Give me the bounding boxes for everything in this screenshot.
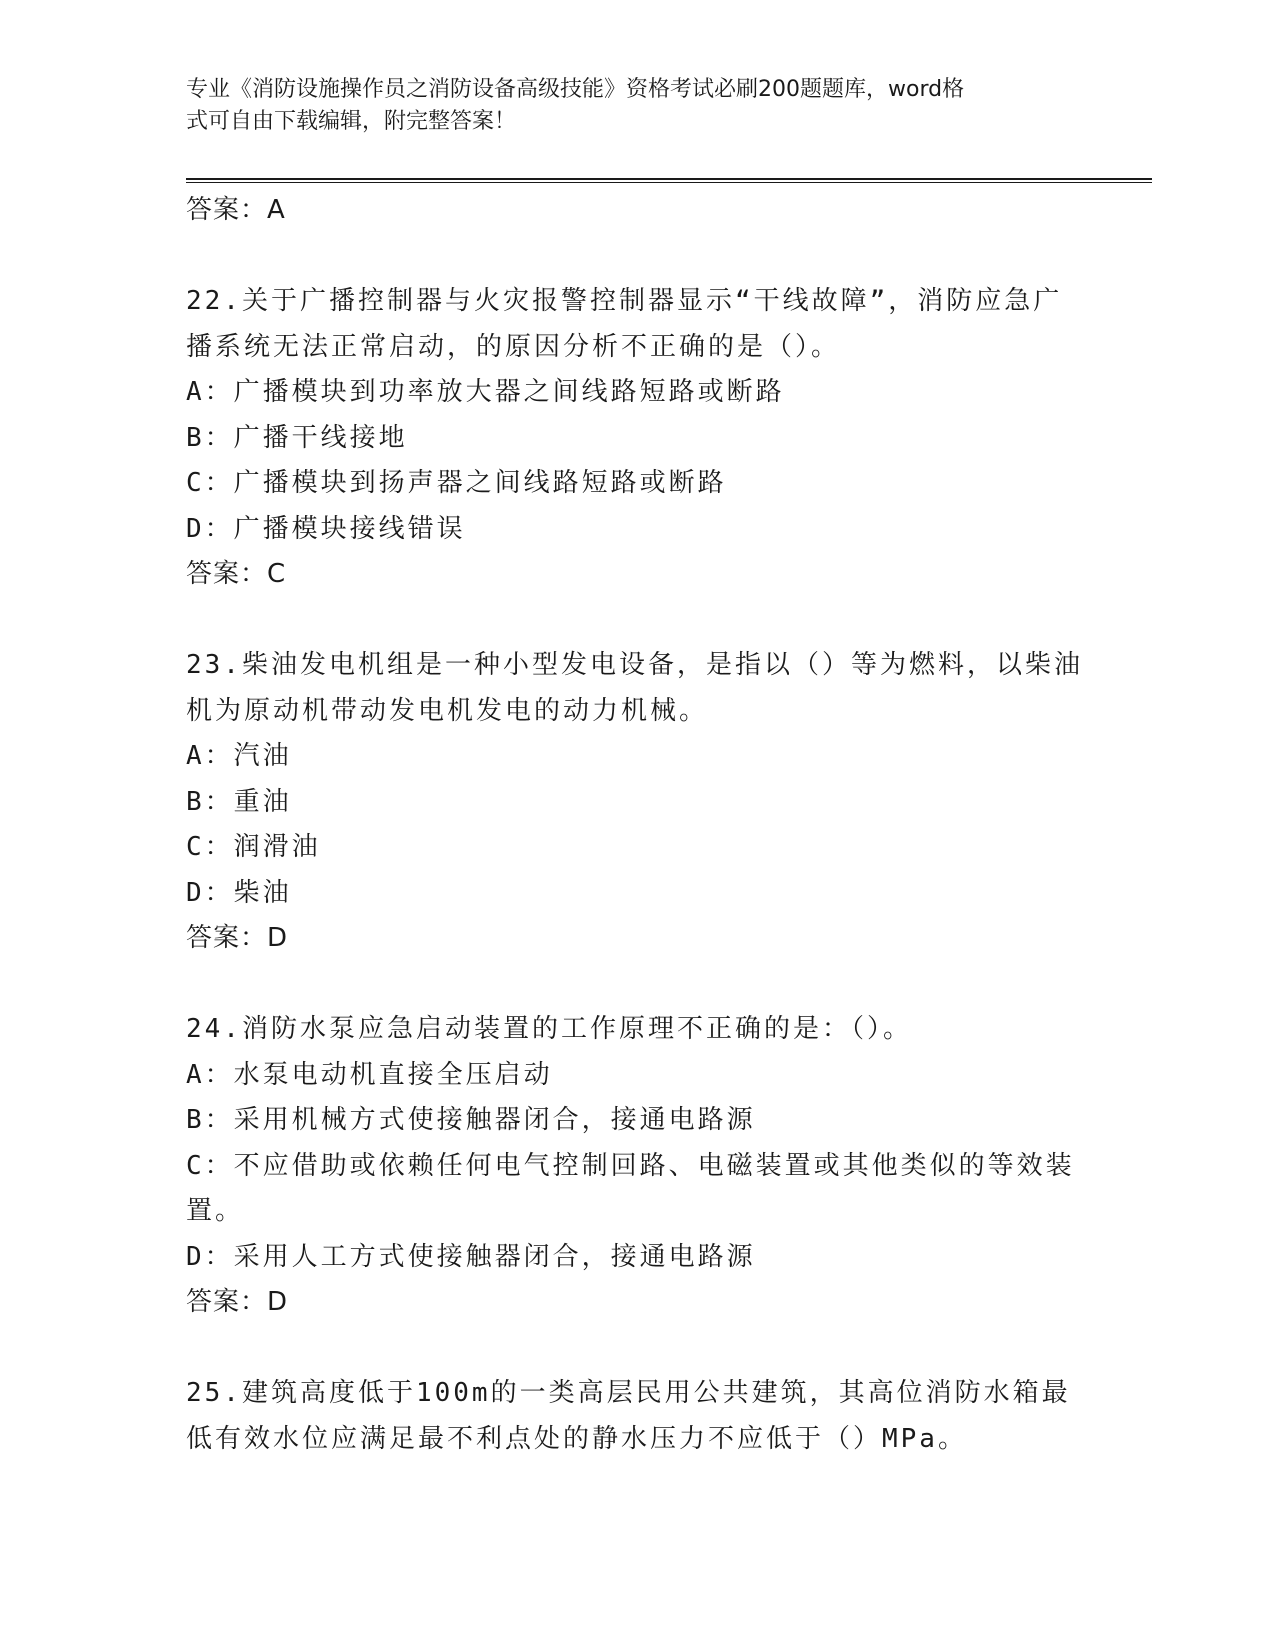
question-block	[186, 1007, 1086, 1326]
answer-line: 答案：D	[186, 1287, 289, 1317]
option-d: D：柴油	[186, 877, 292, 908]
header-divider	[186, 178, 1152, 183]
question-block	[186, 1371, 1086, 1462]
option-d: D：广播模块接线错误	[186, 513, 466, 544]
answer-line: 答案：A	[186, 195, 286, 225]
question-stem: 机为原动机带动发电机发电的动力机械。	[186, 695, 709, 726]
spacer	[186, 234, 1086, 280]
answer-line: 答案：D	[186, 923, 289, 953]
option-b: B：广播干线接地	[186, 422, 408, 453]
header-title-line-2: 式可自由下载编辑，附完整答案！	[186, 109, 517, 134]
question-stem: 22.关于广播控制器与火灾报警控制器显示“干线故障”，消防应急广	[186, 286, 1063, 316]
question-stem: 低有效水位应满足最不利点处的静水压力不应低于（）MPa。	[186, 1423, 967, 1454]
question-stem: 23.柴油发电机组是一种小型发电设备，是指以（）等为燃料，以柴油	[186, 650, 1083, 680]
spacer	[186, 598, 1086, 644]
question-block	[186, 643, 1086, 962]
question-list	[186, 188, 1086, 1462]
option-c: C：不应借助或依赖任何电气控制回路、电磁装置或其他类似的等效装	[186, 1150, 1075, 1181]
header-title-line-1: 专业《消防设施操作员之消防设备高级技能》资格考试必刷200题题库，word格	[186, 77, 965, 102]
option-b: B：重油	[186, 786, 292, 817]
option-c: C：润滑油	[186, 832, 321, 862]
option-c: C：广播模块到扬声器之间线路短路或断路	[186, 468, 727, 498]
question-stem: 播系统无法正常启动，的原因分析不正确的是（）。	[186, 331, 841, 362]
option-a: A：广播模块到功率放大器之间线路短路或断路	[186, 377, 785, 407]
page-header	[186, 74, 1066, 138]
question-stem: 25.建筑高度低于100m的一类高层民用公共建筑，其高位消防水箱最	[186, 1378, 1071, 1408]
option-a: A：水泵电动机直接全压启动	[186, 1059, 553, 1090]
option-d: D：采用人工方式使接触器闭合，接通电路源	[186, 1241, 756, 1272]
option-b: B：采用机械方式使接触器闭合，接通电路源	[186, 1105, 756, 1135]
question-block	[186, 279, 1086, 598]
question-stem: 24.消防水泵应急启动装置的工作原理不正确的是：（）。	[186, 1014, 912, 1044]
option-c-continued: 置。	[186, 1196, 245, 1226]
answer-line: 答案：C	[186, 559, 287, 589]
option-a: A：汽油	[186, 741, 292, 771]
spacer	[186, 1326, 1086, 1372]
spacer	[186, 962, 1086, 1008]
